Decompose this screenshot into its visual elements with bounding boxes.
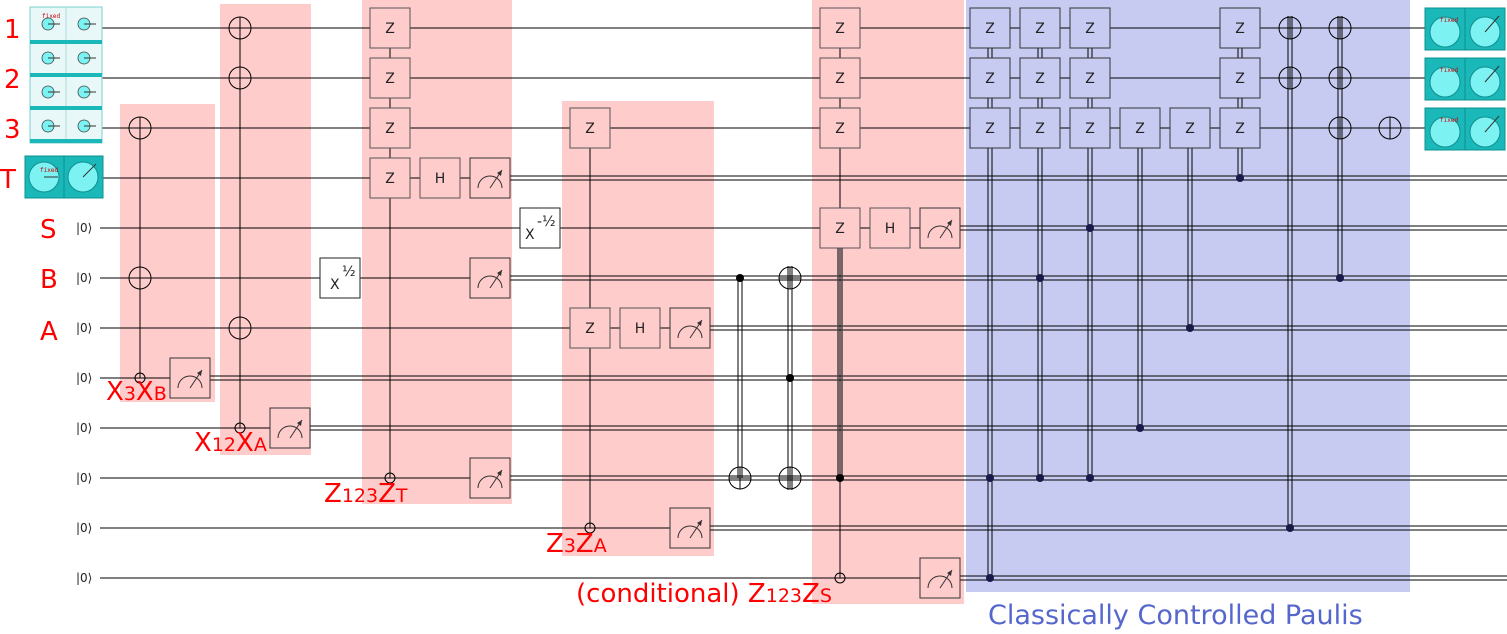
z-gate	[370, 58, 410, 98]
svg-text:H: H	[634, 321, 646, 337]
measure-gate	[470, 258, 510, 298]
group-backgrounds	[120, 0, 1410, 604]
svg-text:Z: Z	[385, 71, 395, 87]
svg-text:Z: Z	[1235, 21, 1245, 37]
output-display-2	[1425, 58, 1505, 100]
h-gate	[420, 158, 460, 198]
output-display-3	[1425, 108, 1505, 150]
x-gate	[779, 267, 801, 289]
svg-text:Z: Z	[1135, 121, 1145, 137]
svg-text:½: ½	[342, 264, 356, 280]
svg-text:Z: Z	[1085, 71, 1095, 87]
svg-text:Z: Z	[585, 121, 595, 137]
x-neg-half-gate	[520, 208, 560, 248]
svg-text:X: X	[330, 277, 340, 293]
z-gate	[370, 8, 410, 48]
group-label-conditional-z123zs: (conditional) Z123ZS	[576, 579, 832, 609]
ket-labels	[76, 221, 92, 585]
svg-text:Z: Z	[385, 21, 395, 37]
input-display-cluster	[25, 7, 103, 198]
svg-text:Z: Z	[835, 71, 845, 87]
x-gate	[1329, 17, 1351, 39]
group-box-x12xa	[220, 4, 311, 455]
svg-text:fixed: fixed	[42, 13, 61, 20]
x-half-gate	[320, 258, 360, 298]
x-gate	[729, 467, 751, 489]
svg-text:Z: Z	[1235, 121, 1245, 137]
measure-gate	[920, 208, 960, 248]
svg-text:Z: Z	[385, 121, 395, 137]
z-gate	[820, 8, 860, 48]
svg-text:Z: Z	[835, 21, 845, 37]
group-label-z3za: Z3ZA	[546, 529, 607, 559]
svg-text:fixed: fixed	[1440, 17, 1459, 24]
x-gate	[129, 267, 151, 289]
output-display-1	[1425, 8, 1505, 50]
x-gate	[1379, 117, 1401, 139]
measure-gate	[470, 458, 510, 498]
ket-10: |0⟩	[76, 471, 93, 485]
x-gate	[1279, 67, 1301, 89]
group-label-classically-controlled-paulis: Classically Controlled Paulis	[988, 600, 1363, 631]
z-gate	[370, 108, 410, 148]
svg-text:Z: Z	[1035, 121, 1045, 137]
x-gate	[1279, 17, 1301, 39]
svg-text:X: X	[525, 227, 535, 243]
measure-gate	[670, 308, 710, 348]
svg-text:Z: Z	[985, 121, 995, 137]
ket-9: |0⟩	[76, 421, 93, 435]
group-label-z123zt: Z123ZT	[324, 479, 408, 509]
qubit-label-a: A	[40, 317, 58, 347]
qubit-label-t: T	[0, 165, 16, 195]
z-gate	[570, 108, 610, 148]
svg-text:Z: Z	[1035, 71, 1045, 87]
z-gate	[370, 158, 410, 198]
x-gate	[129, 117, 151, 139]
density-display-123	[30, 7, 102, 143]
z-gate	[820, 108, 860, 148]
measure-gate	[270, 408, 310, 448]
x-gate	[1329, 117, 1351, 139]
measure-gate	[470, 158, 510, 198]
x-gate	[1329, 67, 1351, 89]
qubit-label-b: B	[40, 265, 58, 295]
svg-text:Z: Z	[385, 171, 395, 187]
x-gate	[229, 17, 251, 39]
svg-text:Z: Z	[1235, 71, 1245, 87]
svg-text:fixed: fixed	[1440, 117, 1459, 124]
svg-text:-½: -½	[537, 214, 556, 230]
ket-s: |0⟩	[76, 221, 93, 235]
svg-text:Z: Z	[985, 21, 995, 37]
h-gate	[620, 308, 660, 348]
x-gate	[779, 467, 801, 489]
svg-text:fixed: fixed	[40, 167, 59, 174]
group-box-x3xb	[120, 104, 215, 402]
svg-text:Z: Z	[1085, 121, 1095, 137]
svg-text:Z: Z	[1085, 21, 1095, 37]
measure-gate	[920, 558, 960, 598]
svg-text:Z: Z	[835, 121, 845, 137]
svg-text:H: H	[884, 221, 896, 237]
z-gate	[820, 58, 860, 98]
h-gate	[870, 208, 910, 248]
z-gate	[570, 308, 610, 348]
qubit-label-2: 2	[4, 65, 21, 95]
measure-gate	[670, 508, 710, 548]
svg-text:H: H	[434, 171, 446, 187]
group-label-x12xa: X12XA	[194, 428, 267, 458]
x-gate	[229, 67, 251, 89]
svg-text:Z: Z	[585, 321, 595, 337]
svg-text:Z: Z	[835, 221, 845, 237]
svg-text:Z: Z	[1035, 21, 1045, 37]
measure-gate	[170, 358, 210, 398]
svg-text:Z: Z	[985, 71, 995, 87]
z-gate	[820, 208, 860, 248]
ket-12: |0⟩	[76, 571, 93, 585]
qubit-label-3: 3	[4, 115, 21, 145]
ket-11: |0⟩	[76, 521, 93, 535]
ket-a: |0⟩	[76, 321, 93, 335]
ket-8: |0⟩	[76, 371, 93, 385]
qubit-label-s: S	[40, 215, 57, 245]
qubit-label-1: 1	[4, 15, 21, 45]
svg-text:Z: Z	[1185, 121, 1195, 137]
output-display-cluster	[1425, 8, 1505, 150]
ket-b: |0⟩	[76, 271, 93, 285]
svg-text:fixed: fixed	[1440, 67, 1459, 74]
group-label-x3xb: X3XB	[106, 377, 167, 407]
density-display-t	[25, 156, 103, 198]
x-gate	[229, 317, 251, 339]
